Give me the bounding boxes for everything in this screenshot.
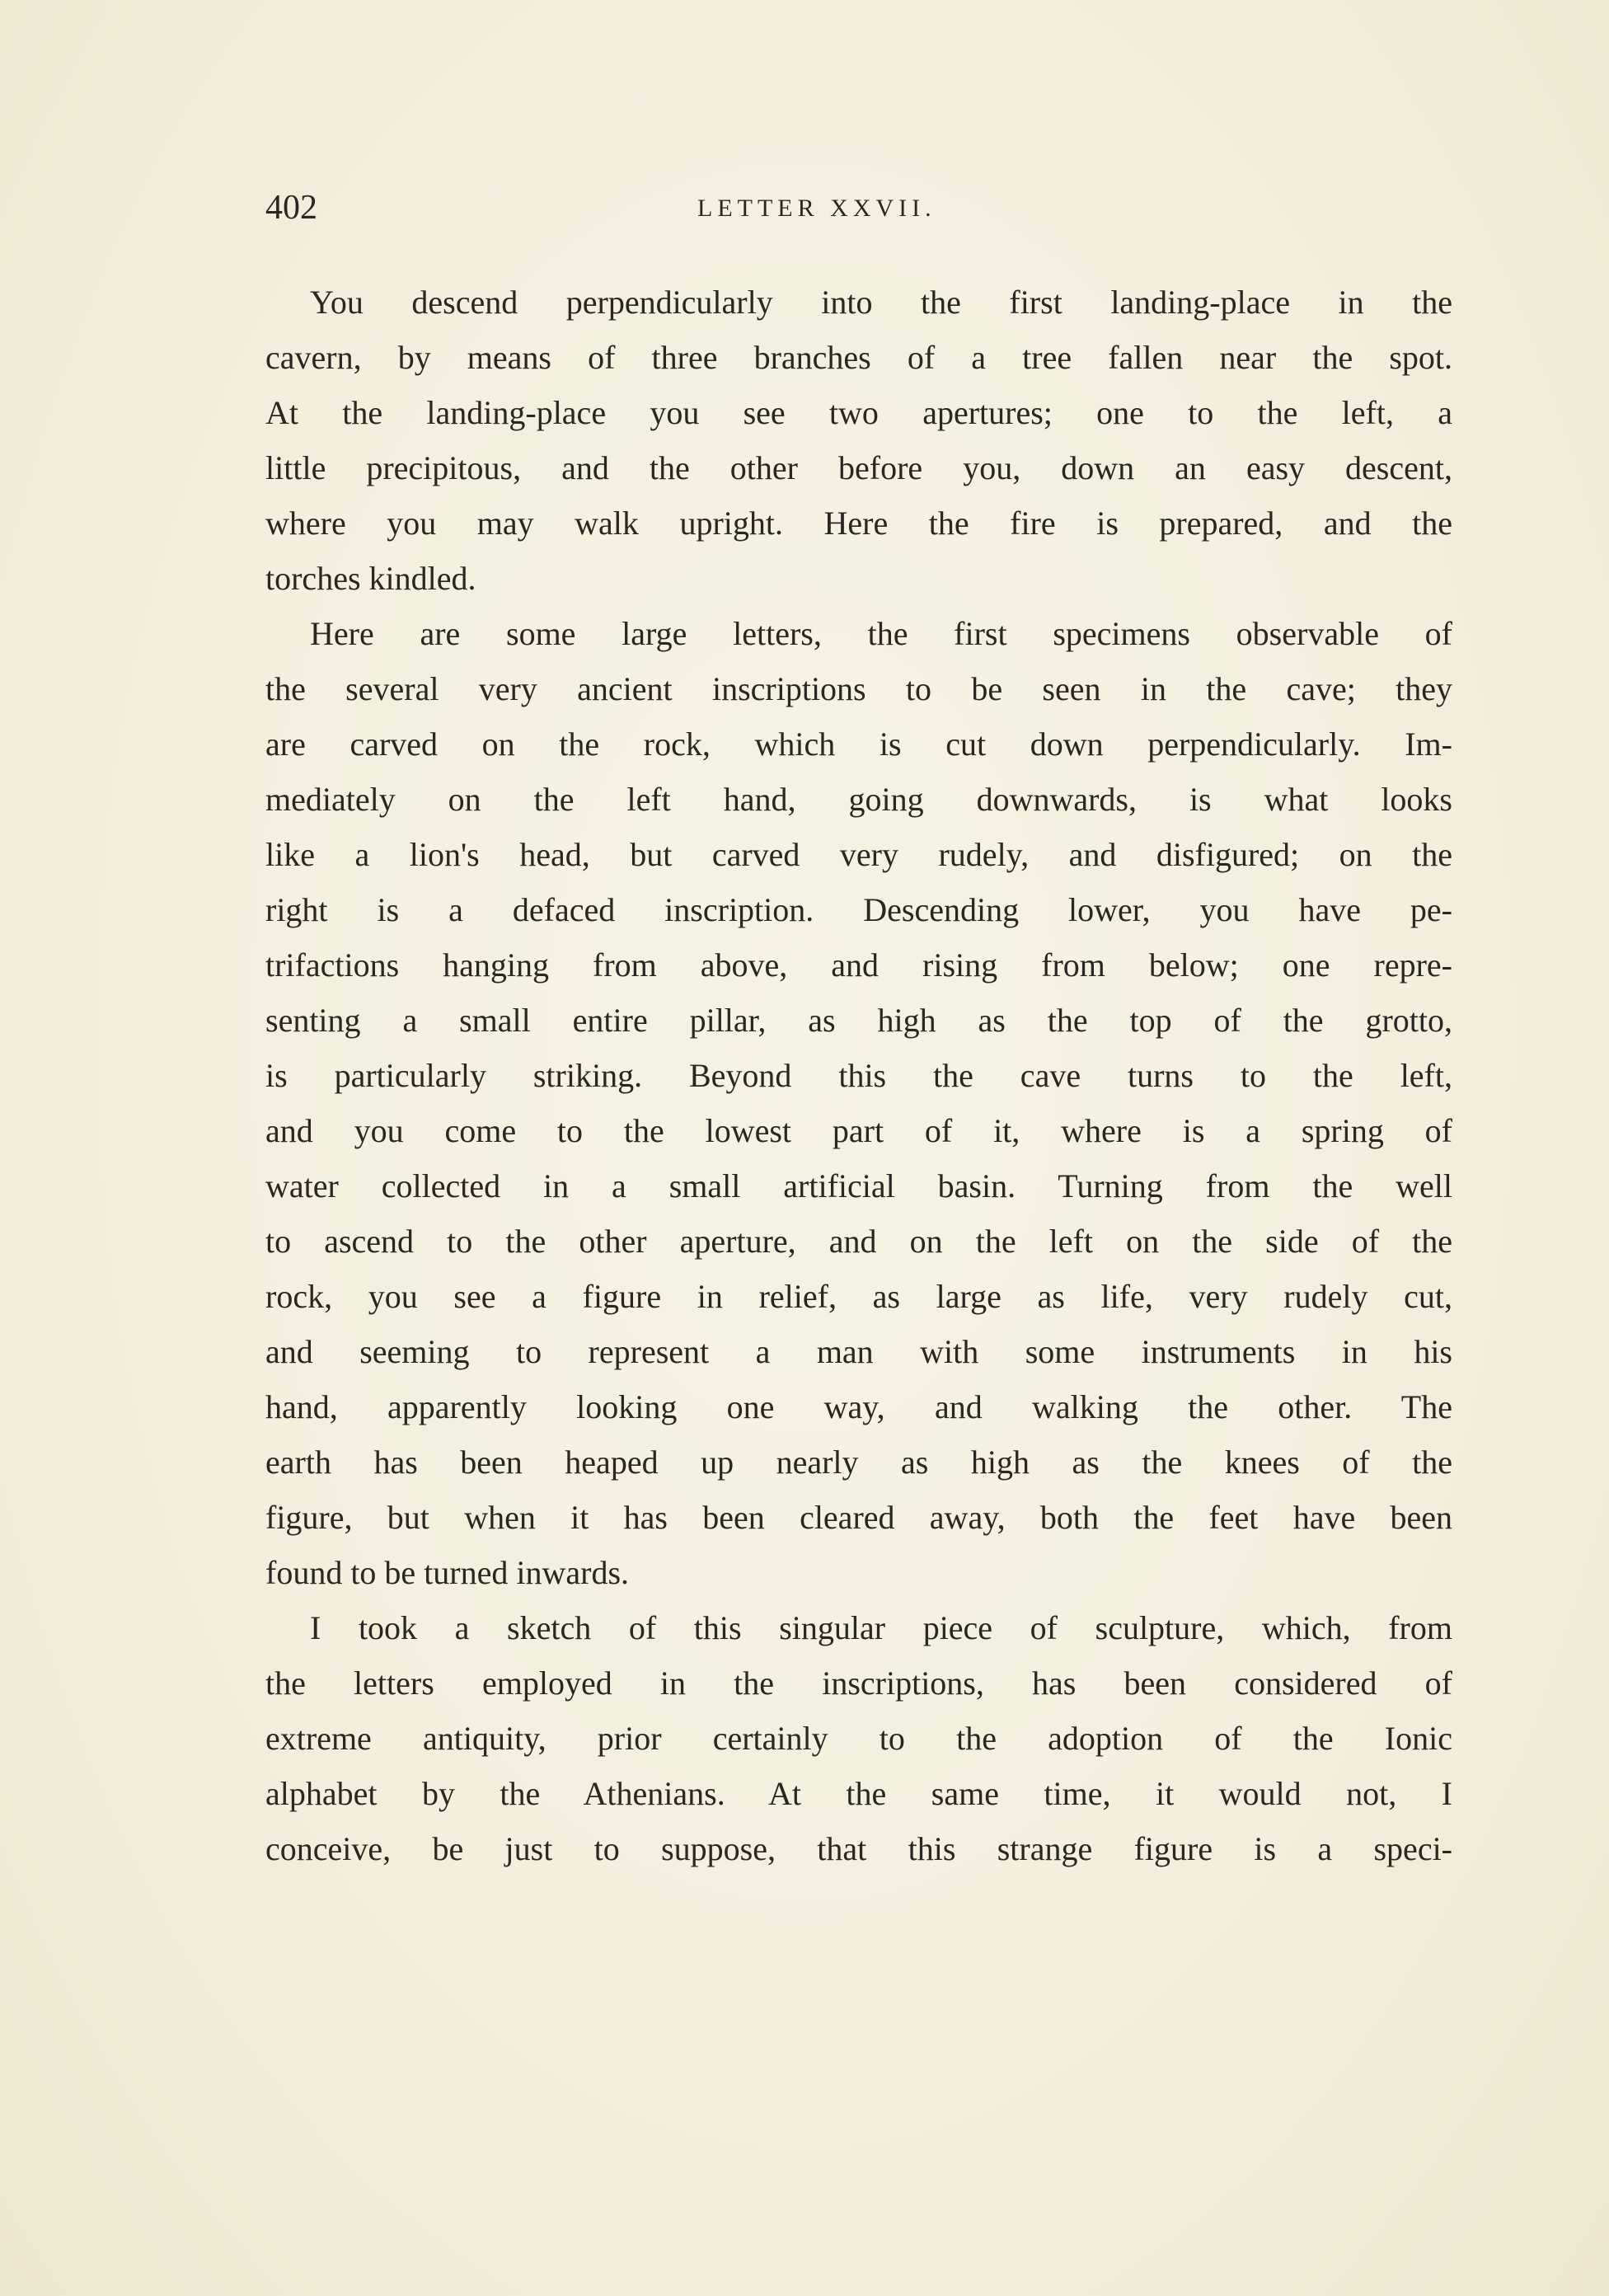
text-line: trifactions hanging from above, and rising from below; one repre-	[265, 946, 1452, 984]
text-line: the letters employed in the inscriptions, has been considered of	[265, 1664, 1452, 1702]
text-line: senting a small entire pillar, as high as the top of the grotto,	[265, 1002, 1452, 1039]
text-line: At the landing-place you see two apertures; one to the left, a	[265, 394, 1452, 431]
text-line: to ascend to the other aperture, and on the left on the side of the	[265, 1223, 1452, 1260]
text-line: extreme antiquity, prior certainly to the adoption of the Ionic	[265, 1720, 1452, 1757]
text-line: are carved on the rock, which is cut down perpendicularly. Im-	[265, 725, 1452, 763]
text-line: You descend perpendicularly into the first landing-place in the	[310, 284, 1452, 321]
text-line: right is a defaced inscription. Descending lower, you have pe-	[265, 891, 1452, 928]
text-line: earth has been heaped up nearly as high as the knees of the	[265, 1444, 1452, 1481]
text-line: figure, but when it has been cleared away, both the feet have been	[265, 1499, 1452, 1536]
text-line: water collected in a small artificial basin. Turning from the well	[265, 1167, 1452, 1204]
text-line: found to be turned inwards.	[265, 1554, 630, 1591]
text-line: hand, apparently looking one way, and walking the other. The	[265, 1388, 1452, 1425]
text-line: mediately on the left hand, going downwards, is what looks	[265, 781, 1452, 818]
text-line: and seeming to represent a man with some instruments in his	[265, 1333, 1452, 1370]
body-text	[265, 275, 1452, 1876]
text-line: conceive, be just to suppose, that this strange figure is a speci-	[265, 1830, 1452, 1867]
text-line: rock, you see a figure in relief, as large as life, very rudely cut,	[265, 1278, 1452, 1315]
page-number: 402	[265, 189, 317, 227]
text-line: cavern, by means of three branches of a tree fallen near the spot.	[265, 339, 1452, 376]
text-line: Here are some large letters, the first specimens observable of	[310, 615, 1452, 652]
text-line: I took a sketch of this singular piece of sculpture, which, from	[310, 1609, 1452, 1646]
page-header	[265, 188, 1452, 237]
paragraph-1	[265, 275, 1452, 606]
text-line: like a lion's head, but carved very rudely, and disfigured; on the	[265, 836, 1452, 873]
text-line: where you may walk upright. Here the fire is prepared, and the	[265, 505, 1452, 542]
text-line: is particularly striking. Beyond this the cave turns to the left,	[265, 1057, 1452, 1094]
text-line: alphabet by the Athenians. At the same time, it would not, I	[265, 1775, 1452, 1812]
paragraph-2	[265, 606, 1452, 1600]
paragraph-3	[265, 1600, 1452, 1876]
text-line: torches kindled.	[265, 560, 476, 597]
text-line: the several very ancient inscriptions to be seen in the cave; they	[265, 670, 1452, 707]
text-line: and you come to the lowest part of it, where is a spring of	[265, 1112, 1452, 1149]
text-line: little precipitous, and the other before you, down an easy descent,	[265, 449, 1452, 486]
running-head: LETTER XXVII.	[697, 195, 936, 222]
